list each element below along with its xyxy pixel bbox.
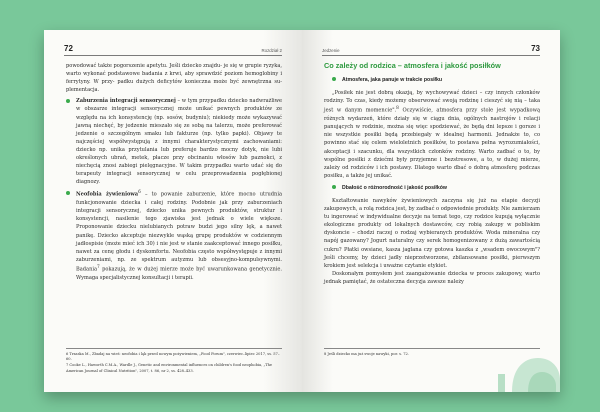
list-item-neophobia: Neofobia żywieniowa$^6$ – to powanie zaburzenie, które mocno utrudnia funkcjonowanie dziecka i całej rodziny. Podobnie jak przy zaburzeniach integracji sensorycznej, dziecko unika pewnych produktów, struktur i konsystencji, nasilenie tego zjawiska jest jednak o wiele większe. Proponowanie dziecku nielubianych potraw budzi jego silny lęk, a nawet panikę. Dziecko akceptuje niezwykle wąską grupę produktów w codziennym jadłospisie (może mieć ich 30) i nie jest w stanie zaakceptować innego posiłku, nawet za cenę głodu i dyskomfortu. Neofobia często współwystępuje z innymi zaburzeniami, np. ze spektrum autyzmu lub obsesyjno-kompulsywnymi. Badania$^7$ pokazują, że w dużej mierze może być uwarunkowana genetycznie. Wymaga specjalistycznej konsultacji i terapii. — [66, 189, 282, 281]
chapter-title: Co zależy od rodzica – atmosfera i jakość posiłków — [324, 61, 501, 70]
left-page-number: 72 — [64, 44, 73, 53]
footnote-marker: 6 — [138, 190, 141, 196]
bullet-list — [66, 97, 282, 281]
left-running-title: Rozdział 2 — [261, 48, 282, 53]
left-footnotes — [66, 348, 282, 375]
book-spread — [44, 30, 560, 392]
section-heading-variety: Dbałość o różnorodność i jakość posiłków — [332, 184, 540, 192]
footnote: 7 Cooke L., Haworth C.M.A., Wardle J., Genetic and environmental influences on children's food neophobia, „The American Journal of Clinical Nutrition", 2007, t. 86, nr 2, ss. 428–433. — [66, 363, 273, 373]
right-page-number: 73 — [531, 44, 540, 53]
term-sensory: Zaburzenia integracji sensorycznej — [76, 98, 176, 105]
left-page — [44, 30, 302, 392]
right-body-text — [324, 62, 540, 286]
bullet-icon — [66, 99, 70, 103]
intro-paragraph: powodować także pogorszenie apetytu. Jeśli dziecko znajdu- je się w grupie ryzyka, warto wykonać podstawowe badania z krwi, aby sprawdzić poziom hemoglobiny i ferrytyny. W przy- padku dużych deficytów konieczna może być zewnętrzna su- plementacja. — [66, 63, 283, 94]
paragraph-variety: Kształtowanie nawyków żywieniowych zaczyna się już na etapie decyzji zakupowych, a rolą rodzica jest, by zadbać o odpowiednie produkty. Nie zamierzam tu ingerować w indywidualne decyzje na temat tego, czy rodzice kupują wyłącznie ekologiczne produkty od lokalnych dostawców, czy robią zakupy w pobliskim dyskoncie – chodzi raczej o rodzaj wybieranych produktów. Woda mineralna czy napój gazowany? Jogurt naturalny czy serek homogenizowany z dużą zawartością cukru? Płatki owsiane, kasza jaglana czy gotowa kaszka z „wsadem owocowym"? Jeśli chcemy, by dzieci jadły nieprzetworzone, zbilansowane posiłki, pierwszym krokiem jest selekcja i uważne czytanie etykiet. — [324, 198, 541, 269]
footnote-marker: 8 — [396, 106, 399, 112]
bullet-icon — [332, 185, 336, 189]
right-page-header — [322, 44, 540, 56]
footnote: 6 Trzaska M., Zbadaj na wieś: neofobia i lęk przed nowym pożywieniem, „Food Forum", czerwiec–lipiec 2017, ss. 57–60. — [66, 352, 280, 362]
paragraph-shopping: Doskonałym pomysłem jest zaangażowanie dziecka w proces zakupowy, warto jednak pamiętać, że ostateczna decyzja zawsze należy — [324, 270, 541, 285]
right-page — [302, 30, 560, 392]
left-body-text — [66, 62, 282, 282]
corner-logo-icon — [472, 328, 560, 392]
section-heading-atmosphere: Atmosfera, jaka panuje w trakcie posiłku — [332, 76, 540, 84]
list-item-sensory: Zaburzenia integracji sensorycznej – w tym przypadku dziecko nadwrażliwe w obszarze integracji sensorycznej może unikać pewnych produktów ze względu na ich konsystencję (np. sosów, budyniu); niekiedy może wykazywać jawną niechęć, by jedzenie mieszało się ze sobą na talerzu, może preferować jedzenie o szczególnym smaku lub fakturze (np. tylko papki). Objawy te najczęściej współwystępują z innymi charakterystycznymi zachowaniami: dziecko np. unika przytulania lub preferuje bardzo mocny dotyk, nie lubi określonych ubrań, metek, płacze przy obcinaniu włosów lub paznokci, z niechęcią znosi zabiegi pielęgnacyjne. W takim przypadku warto udać się do terapeuty integracji sensorycznej w celu przeprowadzenia pogłębionej diagnozy. — [66, 97, 282, 186]
left-page-header — [64, 44, 282, 56]
term-neophobia: Neofobia żywieniowa — [76, 192, 139, 199]
bullet-icon — [332, 77, 336, 81]
footnote-marker: 7 — [97, 264, 100, 270]
footnote: 8 Jeśli dziecko ma już swoje nawyki, por. s. 72. — [324, 352, 409, 356]
paragraph-atmosphere: „Posiłek nie jest dobrą okazją, by wychowywać dzieci – czy innych członków rodziny. To czas, kiedy możemy obserwować swoją rodzinę i cieszyć się nią – taka jest w danym momencie".$^8$ Oczywiście, atmosfera przy stole jest wypadkową różnych wydarzeń, które działy się w ciągu dnia, ogólnych nastrojów i relacji panujących w rodzinie, można się więc spodziewać, że będą dni lepsze i gorsze i nie wszystkie posiłki będą przebiegały w idealnej harmonii. Jednakże to, co powinno stać się celem wieloletnich posiłków, to postawa pełna wyrozumiałości, akceptacji i szacunku, dla wszystkich członków rodziny. Warto zadbać o to, by wspólne posiłki z dziećmi były przyjemne i bezstresowe, a to, w dużej mierze, zależy od rodziców i ich postawy. Dlatego warto dbać o dobrą atmosferę podczas posiłku, a także jej unikać. — [324, 90, 541, 179]
right-running-title: Jedzenie — [322, 48, 340, 53]
bullet-icon — [66, 191, 70, 195]
